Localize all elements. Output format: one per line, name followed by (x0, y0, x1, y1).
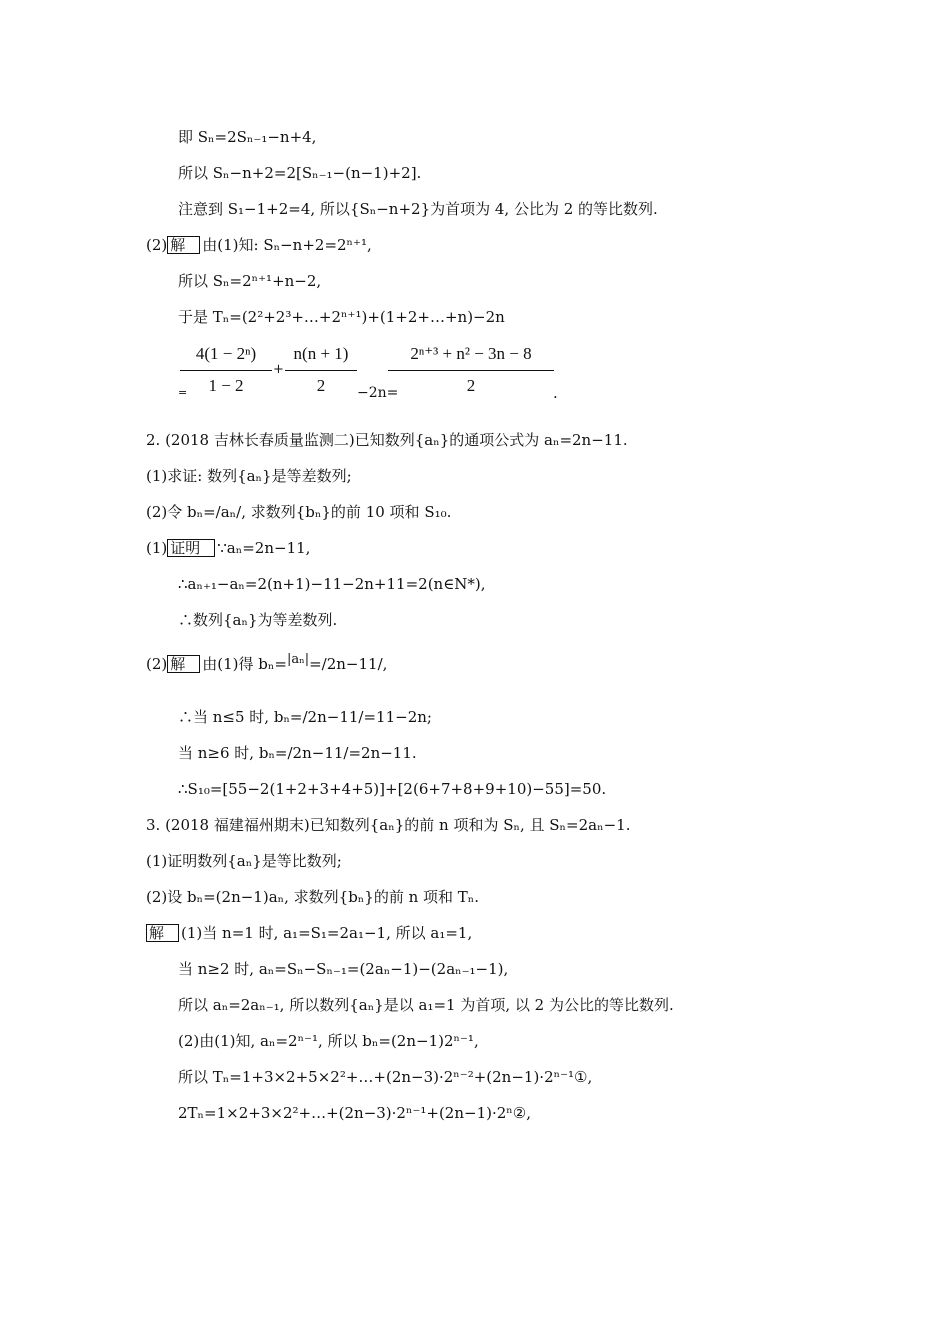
fraction-3-numerator: 2ⁿ⁺³ + n² − 3n − 8 (410, 344, 532, 363)
part-label: (1) (146, 539, 168, 557)
solution-text: (1)当 n=1 时, a₁=S₁=2a₁−1, 所以 a₁=1, (181, 924, 473, 942)
question-3-sub-1: (1)证明数列{aₙ}是等比数列; (146, 852, 342, 870)
fraction-1-numerator: 4(1 − 2ⁿ) (195, 344, 257, 363)
fraction-1-denominator: 1 − 2 (208, 376, 244, 395)
solution-text: 由(1)得 bₙ= (202, 655, 287, 673)
fraction-2-numerator: n(n + 1) (293, 344, 349, 363)
q2-difference-line: ∴aₙ₊₁−aₙ=2(n+1)−11−2n+11=2(n∈N*), (178, 575, 486, 593)
part-label: (2) (146, 655, 168, 673)
q3-tn-equation-1: 所以 Tₙ=1+3×2+5×2²+…+(2n−3)·2ⁿ⁻²+(2n−1)·2ⁿ⁻¹①, (178, 1068, 593, 1086)
q3-solution-line (146, 923, 472, 943)
q2-case-n-le-5: ∴当 n≤5 时, bₙ=/2n−11/=11−2n; (178, 708, 432, 726)
q2-s10-result: ∴S₁₀=[55−2(1+2+3+4+5)]+[2(6+7+8+9+10)−55]=50. (178, 780, 607, 798)
abs-an: |aₙ| (286, 652, 310, 667)
fraction-3-denominator: 2 (466, 376, 476, 395)
solution-label-box: 解 (167, 655, 200, 673)
question-2-title: 2. (2018 吉林长春质量监测二)已知数列{aₙ}的通项公式为 aₙ=2n−11. (146, 431, 628, 449)
proof-label-box: 证明 (167, 539, 215, 557)
question-3-title: 3. (2018 福建福州期末)已知数列{aₙ}的前 n 项和为 Sₙ, 且 Sₙ=2aₙ−1. (146, 816, 631, 834)
line-rewrite: 所以 Sₙ−n+2=2[Sₙ₋₁−(n−1)+2]. (178, 164, 422, 182)
proof-text: ∵aₙ=2n−11, (217, 539, 311, 557)
solution-text-b: =/2n−11/, (309, 655, 388, 673)
part-label: (2) (146, 236, 168, 254)
solution-label-box: 解 (167, 236, 200, 254)
solution-text: 由(1)知: Sₙ−n+2=2ⁿ⁺¹, (202, 236, 372, 254)
solution-label-box: 解 (146, 924, 179, 942)
fraction-2-bar (285, 370, 357, 371)
q2-case-n-ge-6: 当 n≥6 时, bₙ=/2n−11/=2n−11. (178, 744, 417, 762)
line-geometric-conclusion: 注意到 S₁−1+2=4, 所以{Sₙ−n+2}为首项为 4, 公比为 2 的等比数列. (178, 200, 658, 218)
q3-bn-formula: (2)由(1)知, aₙ=2ⁿ⁻¹, 所以 bₙ=(2n−1)2ⁿ⁻¹, (178, 1032, 479, 1050)
question-2-sub-1: (1)求证: 数列{aₙ}是等差数列; (146, 467, 352, 485)
equals-sign-left: = (178, 386, 188, 399)
line-sn-formula: 所以 Sₙ=2ⁿ⁺¹+n−2, (178, 272, 322, 290)
question-2-sub-2: (2)令 bₙ=/aₙ/, 求数列{bₙ}的前 10 项和 S₁₀. (146, 503, 452, 521)
plus-sign: + (273, 362, 284, 377)
q3-geometric-conclusion: 所以 aₙ=2aₙ₋₁, 所以数列{aₙ}是以 a₁=1 为首项, 以 2 为公比的等比数列. (178, 996, 674, 1014)
fraction-3-bar (388, 370, 554, 371)
line-tn-expansion: 于是 Tₙ=(2²+2³+…+2ⁿ⁺¹)+(1+2+…+n)−2n (178, 308, 505, 326)
q2-solution-line (146, 654, 387, 676)
question-3-sub-2: (2)设 bₙ=(2n−1)aₙ, 求数列{bₙ}的前 n 项和 Tₙ. (146, 888, 480, 906)
q3-tn-equation-2: 2Tₙ=1×2+3×2²+…+(2n−3)·2ⁿ⁻¹+(2n−1)·2ⁿ②, (178, 1104, 531, 1122)
q2-proof-line (146, 538, 310, 558)
part2-solution-line (146, 235, 372, 255)
q3-case-n-ge-2: 当 n≥2 时, aₙ=Sₙ−Sₙ₋₁=(2aₙ−1)−(2aₙ₋₁−1), (178, 960, 509, 978)
fraction-2-denominator: 2 (316, 376, 326, 395)
minus-2n-equals: −2n= (357, 385, 399, 401)
line-recurrence: 即 Sₙ=2Sₙ₋₁−n+4, (178, 128, 317, 146)
fraction-1-bar (180, 370, 272, 371)
end-period: . (553, 384, 558, 402)
q2-arithmetic-conclusion: ∴数列{aₙ}为等差数列. (178, 611, 338, 629)
